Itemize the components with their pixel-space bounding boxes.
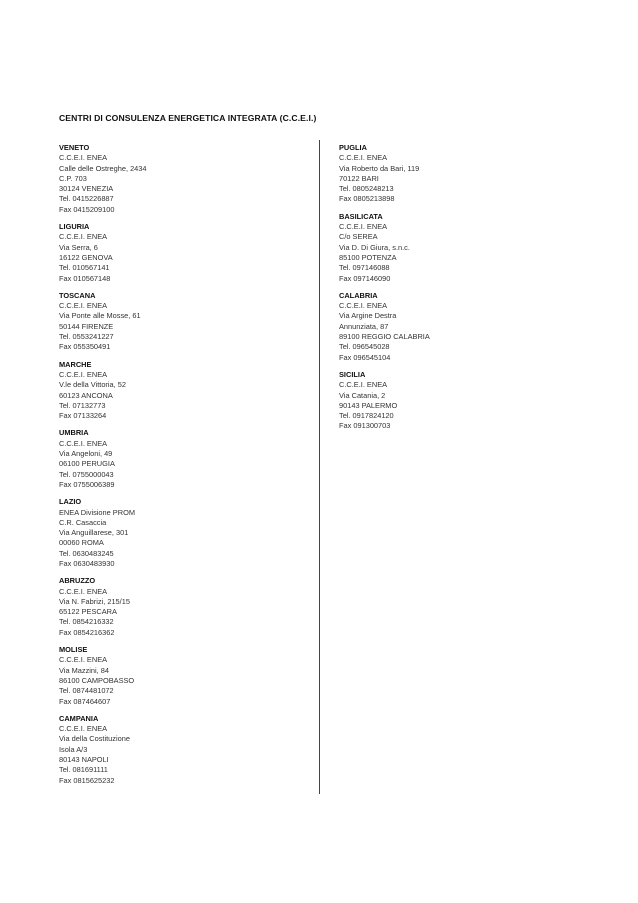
address-line: 60123 ANCONA xyxy=(59,390,113,400)
address-line: Tel. 0917824120 xyxy=(339,411,394,421)
address-line: Fax 055350491 xyxy=(59,342,111,352)
address-line: C.C.E.I. ENEA xyxy=(59,438,108,448)
address-line: Calle delle Ostreghe, 2434 xyxy=(59,163,147,173)
address-line: 30124 VENEZIA xyxy=(59,184,114,194)
region-name: LAZIO xyxy=(59,497,82,507)
address-line: Via Roberto da Bari, 119 xyxy=(339,163,420,173)
region-name: MOLISE xyxy=(59,645,88,655)
right-column xyxy=(339,143,579,439)
address-line: 86100 CAMPOBASSO xyxy=(59,675,135,685)
address-line: Fax 097146090 xyxy=(339,273,391,283)
address-line: C.C.E.I. ENEA xyxy=(59,232,108,242)
region-name: ABRUZZO xyxy=(59,576,96,586)
address-line: 90143 PALERMO xyxy=(339,400,398,410)
column-divider xyxy=(319,140,320,794)
address-line: C.R. Casaccia xyxy=(59,517,107,527)
region-block-abruzzo xyxy=(59,576,299,638)
address-line: V.le della Vittoria, 52 xyxy=(59,380,126,390)
region-name: CAMPANIA xyxy=(59,713,99,723)
region-name: BASILICATA xyxy=(339,211,383,221)
address-line: Fax 07133264 xyxy=(59,411,107,421)
region-name: TOSCANA xyxy=(59,290,96,300)
address-line: Via Ponte alle Mosse, 61 xyxy=(59,311,141,321)
address-line: Tel. 0805248213 xyxy=(339,184,394,194)
region-name: MARCHE xyxy=(59,359,92,369)
region-name: UMBRIA xyxy=(59,428,89,438)
address-line: Fax 0805213898 xyxy=(339,194,395,204)
address-line: 80143 NAPOLI xyxy=(59,755,109,765)
region-block-umbria xyxy=(59,428,299,490)
address-line: 89100 REGGIO CALABRIA xyxy=(339,332,430,342)
address-line: Via D. Di Giura, s.n.c. xyxy=(339,242,410,252)
address-line: Fax 087464607 xyxy=(59,696,111,706)
address-line: C.C.E.I. ENEA xyxy=(339,301,388,311)
address-line: 85100 POTENZA xyxy=(339,252,397,262)
address-line: C.C.E.I. ENEA xyxy=(59,724,108,734)
address-line: Fax 010567148 xyxy=(59,273,111,283)
region-block-basilicata xyxy=(339,212,579,284)
region-block-calabria xyxy=(339,291,579,363)
region-block-marche xyxy=(59,360,299,422)
address-line: Fax 0854216362 xyxy=(59,627,115,637)
page-title: CENTRI DI CONSULENZA ENERGETICA INTEGRATA (C.C.E.I.) xyxy=(59,113,317,123)
address-line: Via Serra, 6 xyxy=(59,242,98,252)
address-line: Isola A/3 xyxy=(59,744,88,754)
address-line: Tel. 096545028 xyxy=(339,342,390,352)
address-line: C.C.E.I. ENEA xyxy=(59,655,108,665)
address-line: ENEA Divisione PROM xyxy=(59,507,135,517)
address-line: C.C.E.I. ENEA xyxy=(59,301,108,311)
address-line: C.C.E.I. ENEA xyxy=(339,380,388,390)
region-name: LIGURIA xyxy=(59,222,90,232)
address-line: 06100 PERUGIA xyxy=(59,459,115,469)
left-column xyxy=(59,143,299,793)
region-name: PUGLIA xyxy=(339,143,367,152)
region-block-molise xyxy=(59,645,299,707)
address-line: 16122 GENOVA xyxy=(59,252,113,262)
address-line: Via Argine Destra xyxy=(339,311,397,321)
address-line: Tel. 0854216332 xyxy=(59,617,114,627)
address-line: Tel. 097146088 xyxy=(339,263,390,273)
address-line: Fax 0630483930 xyxy=(59,558,115,568)
address-line: Via N. Fabrizi, 215/15 xyxy=(59,596,130,606)
address-line: Via Mazzini, 84 xyxy=(59,665,109,675)
address-line: C.C.E.I. ENEA xyxy=(339,222,388,232)
address-line: Tel. 0415226887 xyxy=(59,194,114,204)
address-line: 70122 BARI xyxy=(339,173,379,183)
address-line: Tel. 010567141 xyxy=(59,263,110,273)
address-line: Fax 0815625232 xyxy=(59,775,115,785)
address-line: Tel. 07132773 xyxy=(59,400,106,410)
address-line: 00060 ROMA xyxy=(59,538,104,548)
address-line: Fax 0415209100 xyxy=(59,204,115,214)
address-line: C.C.E.I. ENEA xyxy=(339,153,388,163)
address-line: Tel. 081691111 xyxy=(59,765,108,775)
address-line: C.C.E.I. ENEA xyxy=(59,586,108,596)
region-name: VENETO xyxy=(59,143,90,152)
region-block-puglia xyxy=(339,143,579,205)
region-block-veneto xyxy=(59,143,299,215)
region-block-lazio xyxy=(59,497,299,569)
address-line: Tel. 0874481072 xyxy=(59,686,114,696)
region-name: CALABRIA xyxy=(339,290,378,300)
region-block-sicilia xyxy=(339,370,579,432)
address-line: Via Anguillarese, 301 xyxy=(59,528,129,538)
region-block-toscana xyxy=(59,291,299,353)
address-line: Fax 0755006389 xyxy=(59,479,115,489)
address-line: 65122 PESCARA xyxy=(59,607,117,617)
address-line: Tel. 0630483245 xyxy=(59,548,114,558)
address-line: Via Angeloni, 49 xyxy=(59,449,113,459)
region-name: SICILIA xyxy=(339,369,366,379)
address-line: 50144 FIRENZE xyxy=(59,321,114,331)
address-line: Via della Costituzione xyxy=(59,734,130,744)
address-line: C.C.E.I. ENEA xyxy=(59,153,108,163)
address-line: Tel. 0553241227 xyxy=(59,332,114,342)
region-block-liguria xyxy=(59,222,299,284)
address-line: Fax 096545104 xyxy=(339,352,391,362)
address-line: C/o SEREA xyxy=(339,232,378,242)
address-line: Annunziata, 87 xyxy=(339,321,389,331)
address-line: Fax 091300703 xyxy=(339,421,391,431)
address-line: C.P. 703 xyxy=(59,173,87,183)
address-line: Via Catania, 2 xyxy=(339,390,386,400)
address-line: C.C.E.I. ENEA xyxy=(59,369,108,379)
region-block-campania xyxy=(59,714,299,786)
address-line: Tel. 0755000043 xyxy=(59,469,114,479)
